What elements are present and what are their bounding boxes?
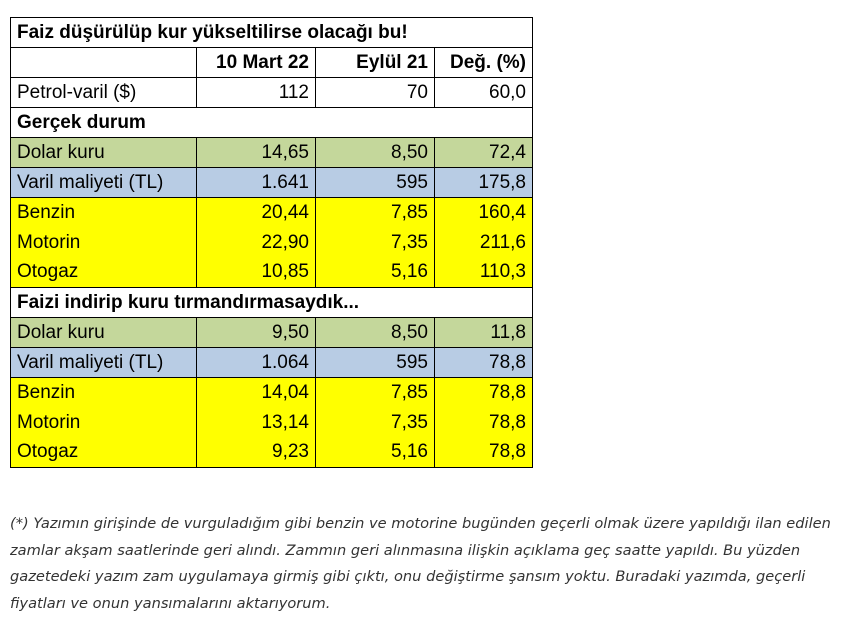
cell-value: 22,90 xyxy=(197,228,316,258)
table-row xyxy=(11,168,533,198)
cell-value: 160,4 xyxy=(435,198,533,228)
cell-value: 7,35 xyxy=(316,228,435,258)
cell-value: 1.064 xyxy=(197,348,316,378)
cell-value: 78,8 xyxy=(435,348,533,378)
cell-value: 595 xyxy=(316,348,435,378)
table-title-row xyxy=(11,18,533,48)
row-label: Benzin xyxy=(11,378,197,408)
cell-value: 8,50 xyxy=(316,318,435,348)
table-row xyxy=(11,198,533,228)
cell-value: 595 xyxy=(316,168,435,198)
footnote: (*) Yazımın girişinde de vurguladığım gibi benzin ve motorine bugünden geçerli olmak üzere yapıldığı ilan edilen zamlar akşam saatlerinde geri alındı. Zammın geri alınmasına ilişkin açıklama geç saatte yapıldı. Bu yüzden gazetedeki yazım zam uygulamaya girmiş gibi çıktı, onu değiştirme şansım yoktu. Buradaki yazımda, geçerli fiyatları ve onun yansımalarını aktarıyorum. xyxy=(10,515,831,612)
cell-value: 7,85 xyxy=(316,378,435,408)
header-eylul-21: Eylül 21 xyxy=(316,48,435,78)
header-label-cell xyxy=(11,48,197,78)
table-row xyxy=(11,228,533,258)
cell-value: 5,16 xyxy=(316,438,435,468)
cell-value: 9,23 xyxy=(197,438,316,468)
header-degisim: Değ. (%) xyxy=(435,48,533,78)
row-label: Dolar kuru xyxy=(11,318,197,348)
cell-value: 60,0 xyxy=(435,78,533,108)
table-row xyxy=(11,348,533,378)
table-title: Faiz düşürülüp kur yükseltilirse olacağı bu! xyxy=(11,18,533,48)
cell-value: 14,65 xyxy=(197,138,316,168)
cell-value: 7,85 xyxy=(316,198,435,228)
petrol-row xyxy=(11,78,533,108)
cell-value: 8,50 xyxy=(316,138,435,168)
cell-value: 70 xyxy=(316,78,435,108)
cell-value: 78,8 xyxy=(435,438,533,468)
cell-value: 20,44 xyxy=(197,198,316,228)
header-row xyxy=(11,48,533,78)
cell-value: 110,3 xyxy=(435,258,533,288)
cell-value: 9,50 xyxy=(197,318,316,348)
table-row xyxy=(11,318,533,348)
cell-value: 13,14 xyxy=(197,408,316,438)
section-heading: Gerçek durum xyxy=(11,108,533,138)
section-heading-row xyxy=(11,288,533,318)
cell-value: 112 xyxy=(197,78,316,108)
cell-value: 175,8 xyxy=(435,168,533,198)
table-row xyxy=(11,438,533,468)
cell-value: 72,4 xyxy=(435,138,533,168)
table-row xyxy=(11,258,533,288)
row-label: Motorin xyxy=(11,408,197,438)
row-label: Motorin xyxy=(11,228,197,258)
cell-value: 14,04 xyxy=(197,378,316,408)
row-label: Benzin xyxy=(11,198,197,228)
table-row xyxy=(11,378,533,408)
cell-value: 5,16 xyxy=(316,258,435,288)
row-label: Dolar kuru xyxy=(11,138,197,168)
table-row xyxy=(11,138,533,168)
cell-value: 11,8 xyxy=(435,318,533,348)
cell-value: 1.641 xyxy=(197,168,316,198)
cell-value: 211,6 xyxy=(435,228,533,258)
section-heading: Faizi indirip kuru tırmandırmasaydık... xyxy=(11,288,533,318)
row-label: Otogaz xyxy=(11,438,197,468)
table-row xyxy=(11,408,533,438)
cell-value: 78,8 xyxy=(435,408,533,438)
row-label: Petrol-varil ($) xyxy=(11,78,197,108)
row-label: Varil maliyeti (TL) xyxy=(11,348,197,378)
cell-value: 78,8 xyxy=(435,378,533,408)
fuel-price-table xyxy=(10,17,533,468)
row-label: Otogaz xyxy=(11,258,197,288)
row-label: Varil maliyeti (TL) xyxy=(11,168,197,198)
cell-value: 7,35 xyxy=(316,408,435,438)
cell-value: 10,85 xyxy=(197,258,316,288)
header-10-mart-22: 10 Mart 22 xyxy=(197,48,316,78)
section-heading-row xyxy=(11,108,533,138)
